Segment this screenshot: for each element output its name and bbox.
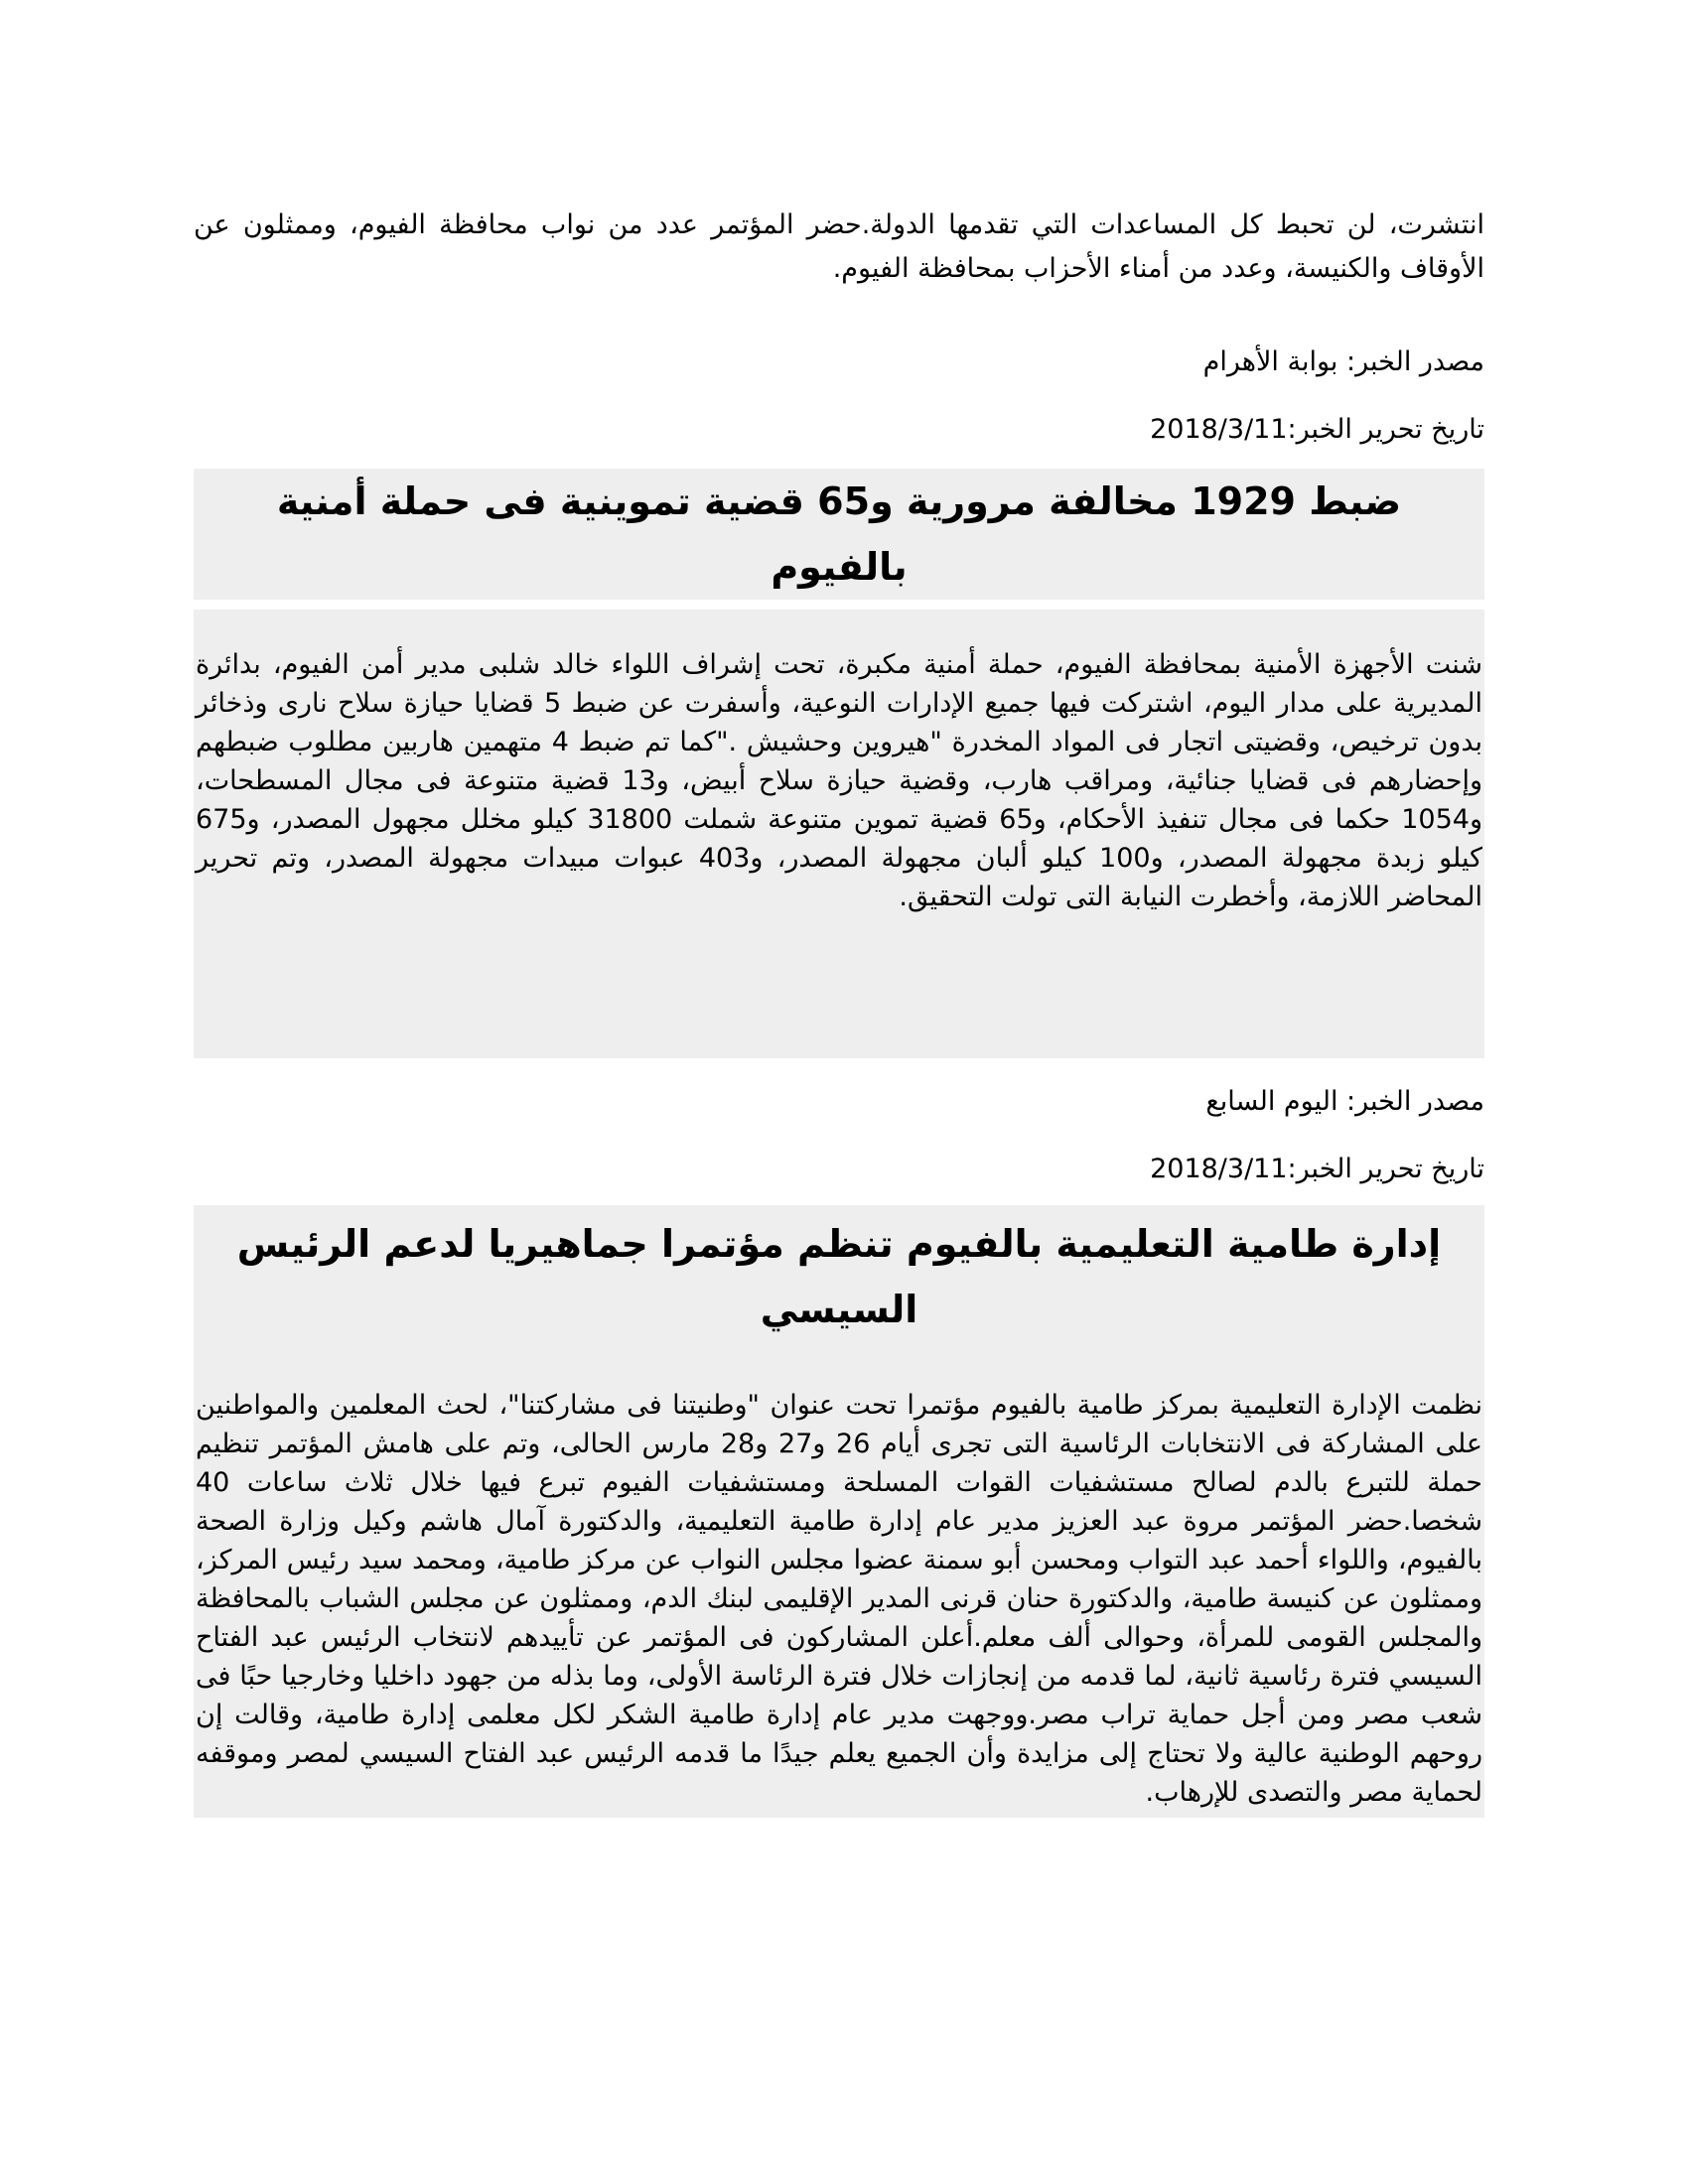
article1-body: شنت الأجهزة الأمنية بمحافظة الفيوم، حملة أمنية مكبرة، تحت إشراف اللواء خالد شلبى مدير أمن الفيوم، بدائرة المديرية على مدار اليوم، اشتركت فيها جميع الإدارات النوعية، وأسفرت عن ضبط 5 قضايا حيازة سلاح نارى وذخائر بدون ترخيص، وقضيتى اتجار فى المواد المخدرة "هيروين وحشيش ."كما تم ضبط 4 متهمين هاربين مطلوب ضبطهم وإحضارهم فى قضايا جنائية، ومراقب هارب، وقضية حيازة سلاح أبيض، و13 قضية متنوعة فى مجال المسطحات، و1054 حكما فى مجال تنفيذ الأحكام، و65 قضية تموين متنوعة شملت 31800 كيلو مخلل مجهول المصدر، و675 كيلو زبدة مجهولة المصدر، و100 كيلو ألبان مجهولة المصدر، و403 عبوات مبيدات مجهولة المصدر، وتم تحرير المحاضر اللازمة، وأخطرت النيابة التى تولت التحقيق. xyxy=(196,649,1483,912)
article2-headline: إدارة طامية التعليمية بالفيوم تنظم مؤتمرا جماهيريا لدعم الرئيس السيسي xyxy=(236,1222,1442,1331)
article2-body: نظمت الإدارة التعليمية بمركز طامية بالفيوم مؤتمرا تحت عنوان "وطنيتنا فى مشاركتنا"، لحث المعلمين والمواطنين على المشاركة فى الانتخابات الرئاسية التى تجرى أيام 26 و27 و28 مارس الحالى، وتم على هامش المؤتمر تنظيم حملة للتبرع بالدم لصالح مستشفيات القوات المسلحة ومستشفيات الفيوم تبرع فيها خلال ثلاث ساعات 40 شخصا.حضر المؤتمر مروة عبد العزيز مدير عام إدارة طامية التعليمية، والدكتورة آمال هاشم وكيل وزارة الصحة بالفيوم، واللواء أحمد عبد التواب ومحسن أبو سمنة عضوا مجلس النواب عن مركز طامية، ومحمد سيد رئيس المركز، وممثلون عن كنيسة طامية، والدكتورة حنان قرنى المدير الإقليمى لبنك الدم، وممثلون عن مجلس الشباب بالمحافظة والمجلس القومى للمرأة، وحوالى ألف معلم.أعلن المشاركون فى المؤتمر عن تأييدهم لانتخاب الرئيس عبد الفتاح السيسي فترة رئاسية ثانية، لما قدمه من إنجازات خلال فترة الرئاسة الأولى، وما بذله من جهود داخليا وخارجيا حبًا فى شعب مصر ومن أجل حماية تراب مصر.ووجهت مدير عام إدارة طامية الشكر لكل معلمى إدارة طامية، وقالت إن روحهم الوطنية عالية ولا تحتاج إلى مزايدة وأن الجميع يعلم جيدًا ما قدمه الرئيس عبد الفتاح السيسي لمصر وموقفه لحماية مصر والتصدى للإرهاب. xyxy=(196,1390,1483,1808)
article2-body-box xyxy=(194,1342,1484,1818)
intro-paragraph: انتشرت، لن تحبط كل المساعدات التي تقدمها الدولة.حضر المؤتمر عدد من نواب محافظة الفيوم، وممثلون عن الأوقاف والكنيسة، وعدد من أمناء الأحزاب بمحافظة الفيوم. xyxy=(194,209,1484,284)
article1-headline: ضبط 1929 مخالفة مرورية و65 قضية تموينية فى حملة أمنية بالفيوم xyxy=(276,479,1402,589)
article1-date: تاريخ تحرير الخبر:2018/3/11 xyxy=(1150,414,1484,445)
document-page xyxy=(194,204,1484,1818)
article1-body-box xyxy=(194,610,1484,1058)
article2-headline-box xyxy=(194,1205,1484,1342)
article1-headline-box xyxy=(194,469,1484,600)
article2-date: تاريخ تحرير الخبر:2018/3/11 xyxy=(1150,1154,1484,1184)
article1-source: مصدر الخبر: بوابة الأهرام xyxy=(1202,346,1484,377)
article2-source: مصدر الخبر: اليوم السابع xyxy=(1205,1086,1484,1117)
